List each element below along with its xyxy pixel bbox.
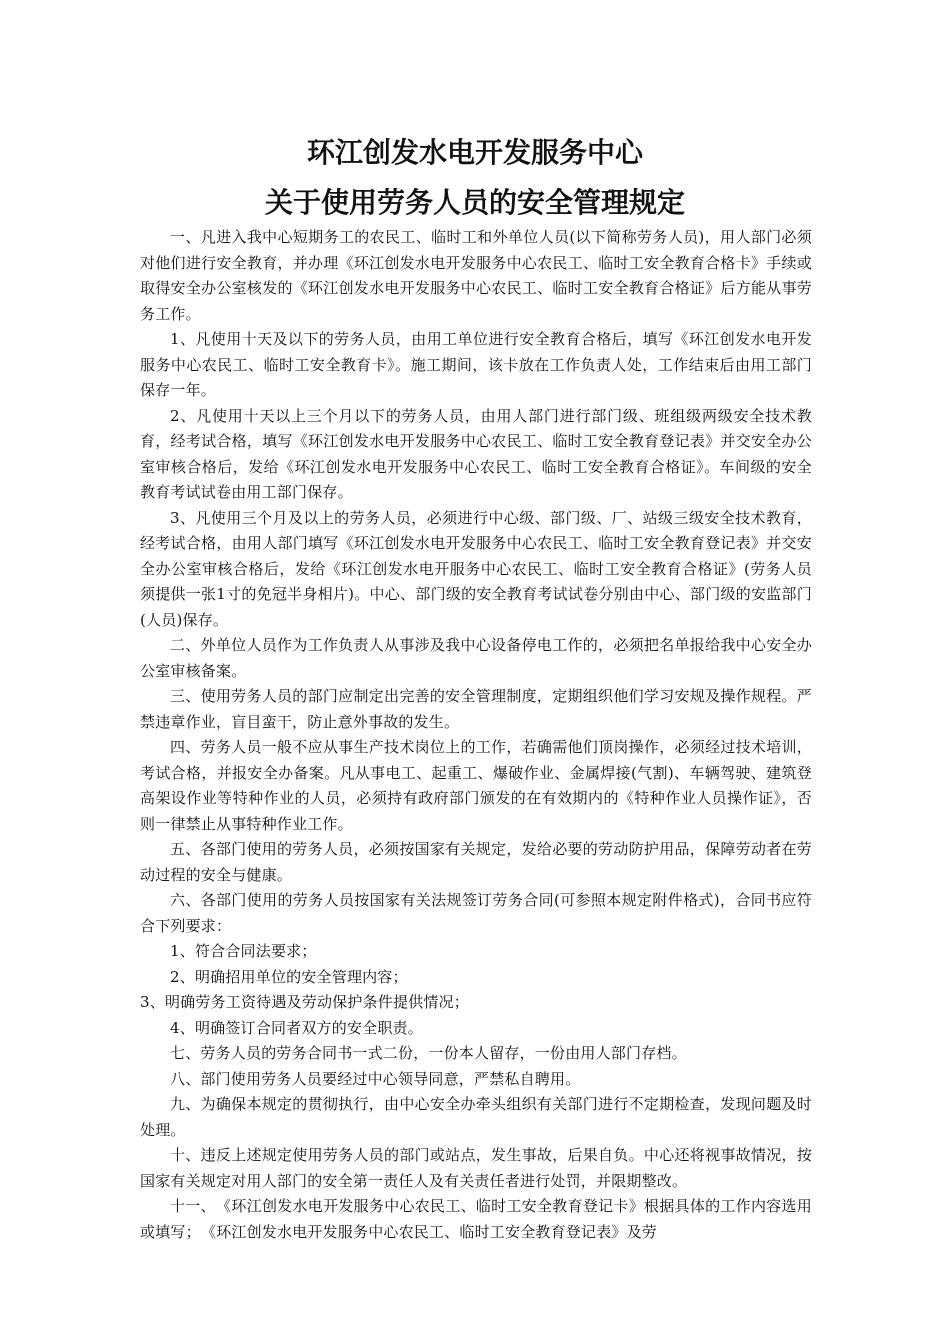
paragraph: 五、各部门使用的劳务人员，必须按国家有关规定，发给必要的劳动防护用品，保障劳动者在劳动过程的安全与健康。	[140, 840, 812, 884]
paragraph: 二、外单位人员作为工作负责人从事涉及我中心设备停电工作的，必须把名单报给我中心安全办公室审核备案。	[140, 636, 812, 680]
paragraph: 2、明确招用单位的安全管理内容；	[170, 967, 408, 986]
paragraph: 一、凡进入我中心短期务工的农民工、临时工和外单位人员(以下简称劳务人员)，用人部门必须对他们进行安全教育，并办理《环江创发水电开发服务中心农民工、临时工安全教育合格卡》手续或取得安全办公室核发的《环江创发水电开发服务中心农民工、临时工安全教育合格证》后方能从事劳务工作。	[140, 228, 812, 323]
paragraph: 十、违反上述规定使用劳务人员的部门或站点，发生事故，后果自负。中心还将视事故情况，按国家有关规定对用人部门的安全第一责任人及有关责任者进行处罚，并限期整改。	[140, 1146, 812, 1190]
document-title-line2: 关于使用劳务人员的安全管理规定	[264, 186, 685, 219]
paragraph: 1、符合合同法要求；	[170, 942, 317, 960]
paragraph: 3、明确劳务工资待遇及劳动保护条件提供情况；	[140, 993, 469, 1011]
paragraph: 六、各部门使用的劳务人员按国家有关法规签订劳务合同(可参照本规定附件格式)，合同书应符合下列要求：	[140, 891, 812, 935]
paragraph: 2、凡使用十天以上三个月以下的劳务人员，由用人部门进行部门级、班组级两级安全技术教育，经考试合格，填写《环江创发水电开发服务中心农民工、临时工安全教育登记表》并交安全办公室审核合格后，发给《环江创发水电开发服务中心农民工、临时工安全教育合格证》。车间级的安全教育考试试卷由用工部门保存。	[140, 406, 812, 501]
paragraph: 十一、 《环江创发水电开发服务中心农民工、临时工安全教育登记卡》根据具体的工作内容选用或填写； 《环江创发水电开发服务中心农民工、临时工安全教育登记表》及劳	[140, 1197, 812, 1241]
paragraph: 3、凡使用三个月及以上的劳务人员，必须进行中心级、部门级、厂、站级三级安全技术教育，经考试合格，由用人部门填写《环江创发水电开发服务中心农民工、临时工安全教育登记表》并交安全办公室审核合格后，发给《环江创发水电开服务中心农民工、临时工安全教育合格证》(劳务人员须提供一张1寸的免冠半身相片)。中心、部门级的安全教育考试试卷分别由中心、部门级的安监部门(人员)保存。	[140, 508, 812, 629]
paragraph: 三、使用劳务人员的部门应制定出完善的安全管理制度，定期组织他们学习安规及操作规程。严禁违章作业，盲目蛮干，防止意外事故的发生。	[140, 687, 812, 731]
document-body	[140, 225, 812, 1245]
paragraph: 四、劳务人员一般不应从事生产技术岗位上的工作，若确需他们顶岗操作，必须经过技术培训，考试合格，并报安全办备案。凡从事电工、起重工、爆破作业、金属焊接(气割)、车辆驾驶、建筑登高架设作业等特种作业的人员，必须持有政府部门颁发的在有效期内的《特种作业人员操作证》，否则一律禁止从事特种作业工作。	[140, 738, 812, 833]
paragraph: 4、明确签订合同者双方的安全职责。	[170, 1018, 423, 1037]
paragraph: 八、部门使用劳务人员要经过中心领导同意，严禁私自聘用。	[170, 1069, 581, 1088]
paragraph: 1、凡使用十天及以下的劳务人员，由用工单位进行安全教育合格后，填写《环江创发水电开发服务中心农民工、临时工安全教育卡》。施工期间，该卡放在工作负责人处，工作结束后由用工部门保存一年。	[140, 330, 812, 399]
document-title-line1: 环江创发水电开发服务中心	[306, 136, 643, 169]
paragraph: 九、为确保本规定的贯彻执行，由中心安全办牵头组织有关部门进行不定期检查，发现问题及时处理。	[140, 1095, 812, 1139]
paragraph: 七、劳务人员的劳务合同书一式二份，一份本人留存，一份由用人部门存档。	[170, 1044, 687, 1062]
